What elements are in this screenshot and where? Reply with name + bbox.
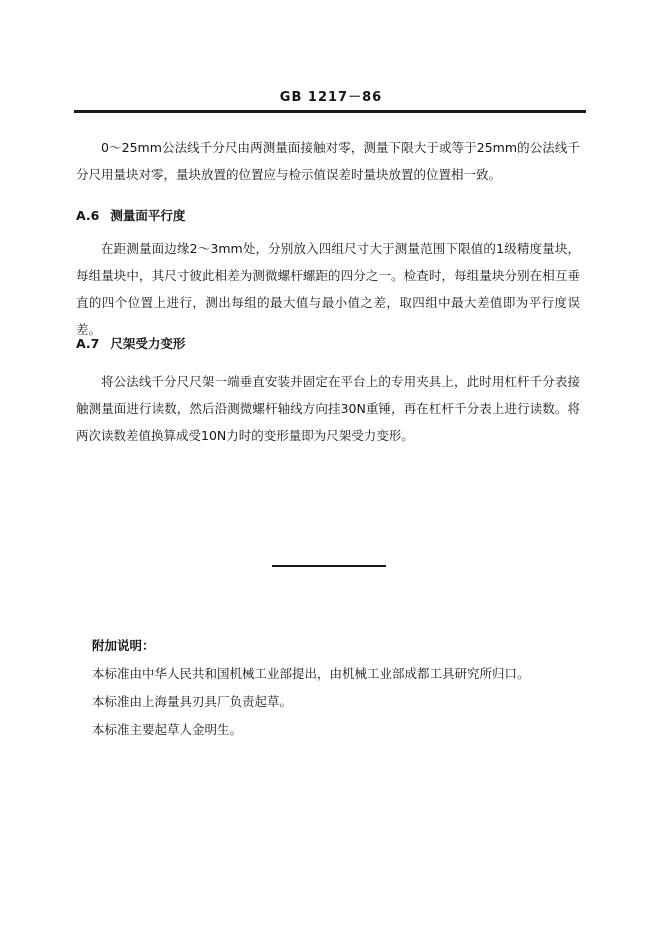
section-number: A.7 <box>76 336 100 351</box>
notes-title: 附加说明： <box>92 638 155 653</box>
separator-rule <box>272 565 386 567</box>
notes-line: 本标准主要起草人金明生。 <box>92 722 243 737</box>
section-heading-a7 <box>76 334 185 352</box>
section-number: A.6 <box>76 208 100 223</box>
section-heading-a6 <box>76 206 185 224</box>
notes-line: 本标准由上海量具刃具厂负责起草。 <box>92 694 293 709</box>
header-rule <box>74 110 586 113</box>
standard-code: GB 1217－86 <box>279 90 383 105</box>
section-a7-paragraph: 将公法线千分尺尺架一端垂直安装并固定在平台上的专用夹具上，此时用杠杆千分表接触测量面进行读数，然后沿测微螺杆轴线方向挂30N重锤，再在杠杆千分表上进行读数。将两次读数差值换算成受10N力时的变形量即为尺架受力变形。 <box>76 374 580 443</box>
intro-paragraph: 0～25mm公法线千分尺由两测量面接触对零，测量下限大于或等于25mm的公法线千分尺用量块对零，量块放置的位置应与检示值误差时量块放置的位置相一致。 <box>76 140 580 182</box>
section-title: 尺架受力变形 <box>110 336 186 351</box>
notes-line: 本标准由中华人民共和国机械工业部提出，由机械工业部成都工具研究所归口。 <box>92 666 530 681</box>
section-title: 测量面平行度 <box>110 208 186 223</box>
section-a6-paragraph: 在距测量面边缘2～3mm处，分别放入四组尺寸大于测量范围下限值的1级精度量块，每组量块中，其尺寸彼此相差为测微螺杆螺距的四分之一。检查时，每组量块分别在相互垂直的四个位置上进行，测出每组的最大值与最小值之差，取四组中最大差值即为平行度误差。 <box>76 241 580 337</box>
additional-notes <box>92 632 572 744</box>
